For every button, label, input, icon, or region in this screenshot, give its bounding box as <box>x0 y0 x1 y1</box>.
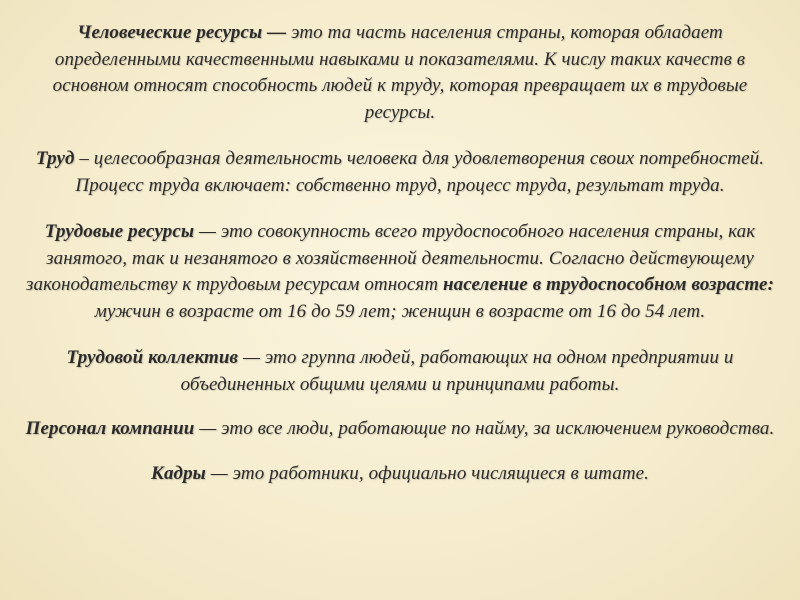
paragraph-human-resources <box>24 20 776 126</box>
paragraph-staff <box>24 461 776 488</box>
paragraph-labor-collective <box>24 345 776 398</box>
paragraph-labor <box>24 146 776 199</box>
term-labor-resources: Трудовые ресурсы <box>44 221 195 242</box>
definition-staff: — это работники, официально числящиеся в штате. <box>205 462 650 484</box>
term-human-resources: Человеческие ресурсы — <box>77 22 287 43</box>
definition-human-resources: это та часть населения страны, которая обладает определенными качественными навыками и показателями. К числу таких качеств в основном относят способность людей к труду, которая превращает их в трудовые ресурсы. <box>52 22 748 123</box>
paragraph-labor-resources <box>24 219 776 325</box>
definition-company-personnel: — это все люди, работающие по найму, за исключением руководства. <box>194 418 775 439</box>
paragraph-company-personnel <box>24 416 776 443</box>
definition-labor: – целесообразная деятельность человека для удовлетворения своих потребностей. Процесс труда включает: собственно труд, процесс труда, результат труда. <box>74 148 765 196</box>
term-staff: Кадры <box>150 462 206 484</box>
term-labor: Труд <box>35 148 75 169</box>
term-labor-collective: Трудовой коллектив <box>66 347 239 368</box>
definition-working-age-population: мужчин в возрасте от 16 до 59 лет; женщин в возрасте от 16 до 54 лет. <box>94 300 706 322</box>
term-company-personnel: Персонал компании <box>25 418 195 439</box>
definition-labor-collective: — это группа людей, работающих на одном предприятии и объединенных общими целями и принципами работы. <box>180 347 734 395</box>
term-working-age-population: население в трудоспособном возрасте: <box>443 274 775 295</box>
definition-labor-resources: — это совокупность всего трудоспособного населения страны, как занятого, так и незанятого в хозяйственной деятельности. Согласно действующему законодательству к трудовым ресурсам относят <box>25 221 756 295</box>
